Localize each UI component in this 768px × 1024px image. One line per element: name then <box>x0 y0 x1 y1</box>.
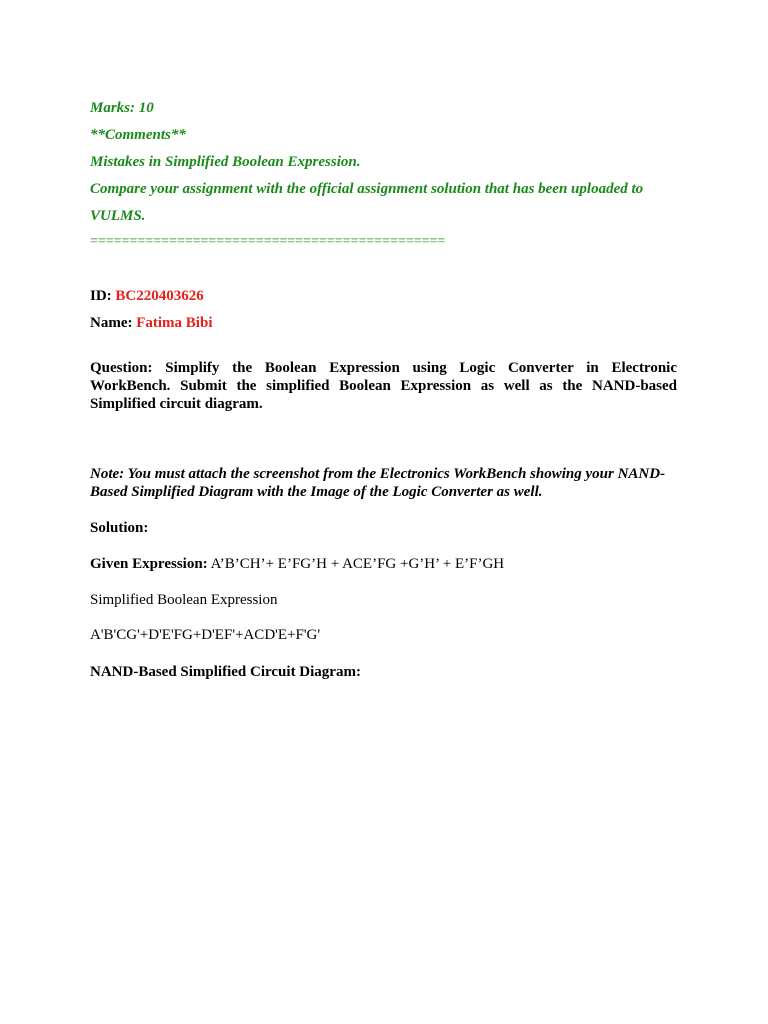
simplified-expression-label: Simplified Boolean Expression <box>90 592 278 608</box>
solution-heading: Solution: <box>90 520 149 536</box>
given-expression-row <box>90 555 504 573</box>
question-text: Question: Simplify the Boolean Expression using Logic Converter in Electronic WorkBench. Submit the simplified Boolean Expression as well as the NAND-based Simplified circuit diagram. <box>90 360 677 412</box>
student-id-value: BC220403626 <box>115 288 204 304</box>
comments-heading: **Comments** <box>90 127 186 143</box>
note-text: Note: You must attach the screenshot from the Electronics WorkBench showing your NAND-Based Simplified Diagram with the Image of the Logic Converter as well. <box>90 466 666 500</box>
nand-diagram-heading: NAND-Based Simplified Circuit Diagram: <box>90 664 361 680</box>
simplified-expression-value: A'B'CG'+D'E'FG+D'EF'+ACD'E+F'G' <box>90 627 321 643</box>
student-name-row <box>90 314 213 332</box>
feedback-separator: ============================================= <box>90 234 446 249</box>
compare-comment-line2: VULMS. <box>90 208 146 224</box>
student-name-label: Name: <box>90 315 133 331</box>
given-expression-label: Given Expression: <box>90 556 208 572</box>
student-name-value: Fatima Bibi <box>136 315 213 331</box>
given-expression-value: A’B’CH’+ E’FG’H + ACE’FG +G’H’ + E’F’GH <box>210 556 505 572</box>
student-id-label: ID: <box>90 288 112 304</box>
compare-comment-line1: Compare your assignment with the official assignment solution that has been uploaded to <box>90 181 644 197</box>
marks-line: Marks: 10 <box>90 100 154 116</box>
mistakes-comment: Mistakes in Simplified Boolean Expression. <box>90 154 361 170</box>
student-id-row <box>90 287 204 305</box>
